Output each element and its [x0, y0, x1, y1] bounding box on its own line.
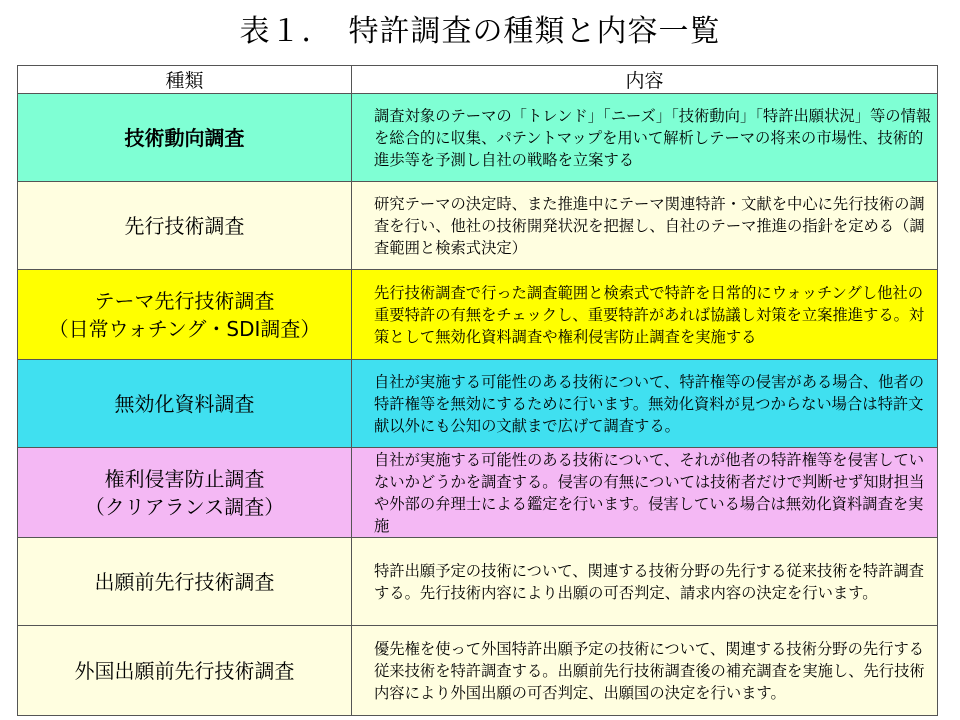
patent-survey-table [17, 65, 938, 716]
survey-description-cell [352, 182, 938, 270]
page-title: 表１． 特許調査の種類と内容一覧 [239, 14, 721, 49]
survey-description: 自社が実施する可能性のある技術について、特許権等の侵害がある場合、他者の特許権等を無効にするために行います。無効化資料が見つからない場合は特許文献以外にも公知の文献まで広げて調査する。 [374, 372, 925, 435]
survey-description: 優先権を使って外国特許出願予定の技術について、関連する技術分野の先行する従来技術を特許調査する。出願前先行技術調査後の補充調査を実施し、先行技術内容により外国出願の可否判定、出願国の決定を行います。 [374, 639, 925, 702]
survey-type-cell [18, 360, 352, 448]
survey-description-cell [352, 360, 938, 448]
survey-description: 研究テーマの決定時、また推進中にテーマ関連特許・文献を中心に先行技術の調査を行い、他社の技術開発状況を把握し、自社のテーマ推進の指針を定める（調査範囲と検索式決定） [374, 194, 925, 257]
survey-type-cell [18, 538, 352, 626]
survey-description: 先行技術調査で行った調査範囲と検索式で特許を日常的にウォッチングし他社の重要特許の有無をチェックし、重要特許があれば協議し対策を立案推進する。対策として無効化資料調査や権利侵害防止調査を実施する [374, 283, 925, 346]
survey-type-label: 権利侵害防止調査 [104, 466, 265, 491]
survey-description: 自社が実施する可能性のある技術について、それが他者の特許権等を侵害していないかどうかを調査する。侵害の有無については技術者だけで判断せず知財担当や外部の弁理士による鑑定を行います。侵害している場合は無効化資料調査を実施 [374, 450, 925, 535]
table-header-row [18, 66, 938, 94]
table-row [18, 538, 938, 626]
survey-type-label: 先行技術調査 [124, 213, 245, 238]
survey-type-sublabel: （クリアランス調査） [84, 494, 285, 519]
survey-type-label: 外国出願前先行技術調査 [74, 658, 295, 683]
survey-type-cell [18, 270, 352, 360]
survey-description-cell [352, 270, 938, 360]
survey-type-label: 出願前先行技術調査 [94, 569, 275, 594]
table-row [18, 94, 938, 182]
survey-type-sublabel: （日常ウォチング・SDI調査） [48, 316, 321, 341]
survey-type-cell [18, 182, 352, 270]
survey-type-label: 無効化資料調査 [114, 391, 255, 416]
table-row [18, 626, 938, 716]
survey-description-cell [352, 538, 938, 626]
survey-description-cell [352, 626, 938, 716]
survey-type-label: 技術動向調査 [124, 125, 245, 150]
survey-description-cell [352, 448, 938, 538]
header-type: 種類 [18, 66, 352, 94]
survey-type-label: テーマ先行技術調査 [94, 288, 275, 313]
survey-type-cell [18, 448, 352, 538]
table-row [18, 448, 938, 538]
survey-description: 調査対象のテーマの「トレンド」「ニーズ」「技術動向」「特許出願状況」等の情報を総合的に収集、パテントマップを用いて解析しテーマの将来の市場性、技術的進歩等を予測し自社の戦略を立案する [374, 106, 932, 169]
table-row [18, 270, 938, 360]
table-row [18, 182, 938, 270]
survey-type-cell [18, 94, 352, 182]
survey-type-cell [18, 626, 352, 716]
header-content: 内容 [352, 66, 938, 94]
survey-description-cell [352, 94, 938, 182]
table-row [18, 360, 938, 448]
survey-description: 特許出願予定の技術について、関連する技術分野の先行する従来技術を特許調査する。先行技術内容により出願の可否判定、請求内容の決定を行います。 [374, 561, 925, 602]
